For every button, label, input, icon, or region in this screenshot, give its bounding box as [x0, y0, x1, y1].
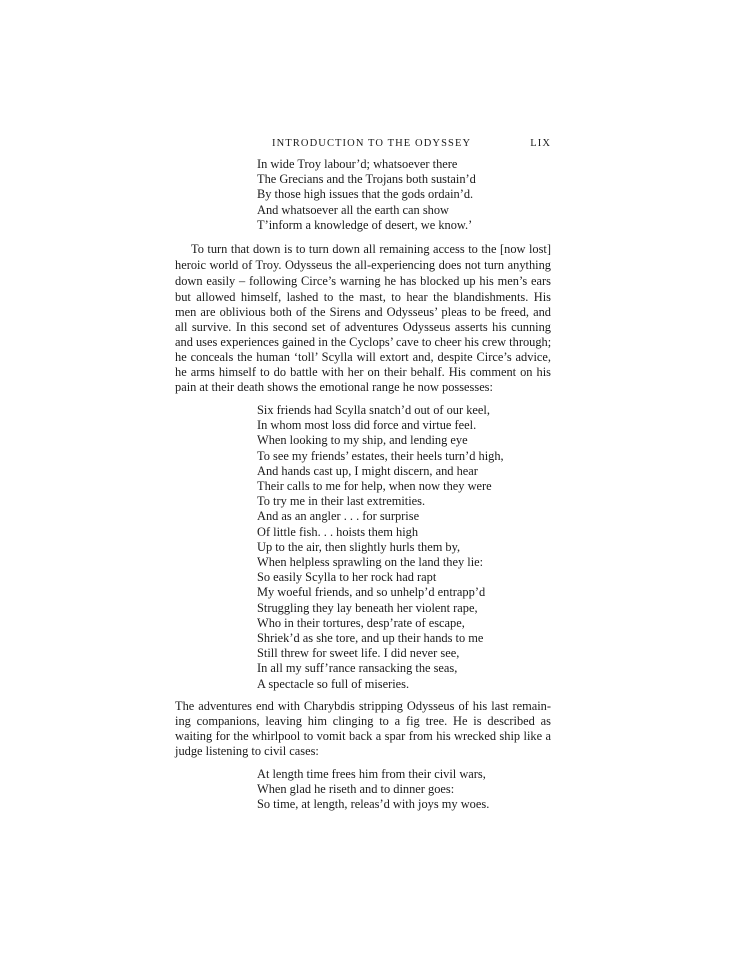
- page-number: LIX: [530, 138, 551, 149]
- paragraph-line: pain at their death shows the emotional range he now possesses:: [175, 380, 493, 394]
- paragraph-line: men are oblivious both of the Sirens and Odysseus’ pleas to be freed, and: [175, 305, 551, 319]
- verse-line: And as an angler . . . for surprise: [257, 509, 420, 524]
- verse-line: And whatsoever all the earth can show: [257, 202, 449, 217]
- verse-line: When glad he riseth and to dinner goes:: [257, 782, 455, 797]
- verse-line: In whom most loss did force and virtue feel.: [257, 418, 477, 433]
- verse-line: In all my suff’rance ransacking the seas,: [257, 661, 458, 676]
- paragraph-line: but allowed himself, lashed to the mast, to hear the blandishments. His: [175, 290, 551, 304]
- paragraph-line: all survive. In this second set of adventures Odysseus asserts his cunning: [175, 320, 551, 334]
- verse-line: To see my friends’ estates, their heels turn’d high,: [257, 448, 504, 463]
- paragraph-line: The adventures end with Charybdis stripping Odysseus of his last remain-: [175, 699, 551, 713]
- verse-line: T’inform a knowledge of desert, we know.’: [257, 217, 473, 232]
- verse-line: So time, at length, releas’d with joys my woes.: [257, 797, 490, 812]
- paragraph-line: and uses experiences gained in the Cyclops’ cave to cheer his crew through;: [175, 335, 552, 349]
- verse-line: Struggling they lay beneath her violent rape,: [257, 600, 478, 615]
- paragraph-line: heroic world of Troy. Odysseus the all-experiencing does not turn anything: [175, 258, 551, 272]
- paragraph-line: he conceals the human ‘toll’ Scylla will extort and, despite Circe’s advice,: [175, 350, 551, 364]
- paragraph-line: ing companions, leaving him clinging to a fig tree. He is described as: [175, 714, 551, 728]
- verse-line: So easily Scylla to her rock had rapt: [257, 570, 437, 585]
- paragraph-line: judge listening to civil cases:: [175, 744, 319, 758]
- verse-line: Six friends had Scylla snatch’d out of our keel,: [257, 403, 490, 417]
- verse-line: In wide Troy labour’d; whatsoever there: [257, 157, 458, 171]
- verse-line: At length time frees him from their civil wars,: [257, 767, 486, 781]
- verse-line: Shriek’d as she tore, and up their hands to me: [257, 631, 484, 646]
- verse-line: Still threw for sweet life. I did never see,: [257, 646, 460, 661]
- paragraph-line: down easily – following Circe’s warning he has blocked up his men’s ears: [175, 274, 551, 288]
- verse-line: When helpless sprawling on the land they lie:: [257, 555, 484, 570]
- verse-quotation-3: [257, 767, 489, 813]
- verse-line: A spectacle so full of miseries.: [257, 676, 410, 691]
- verse-line: Who in their tortures, desp’rate of escape,: [257, 615, 465, 630]
- verse-line: When looking to my ship, and lending eye: [257, 433, 468, 448]
- verse-line: Their calls to me for help, when now they were: [257, 479, 492, 494]
- paragraph-line: waiting for the whirlpool to vomit back a spar from his wrecked ship like a: [175, 729, 551, 743]
- verse-quotation-1: [257, 157, 476, 233]
- verse-line: Up to the air, then slightly hurls them by,: [257, 539, 461, 554]
- verse-line: Of little fish. . . hoists them high: [257, 524, 419, 539]
- verse-line: My woeful friends, and so unhelp’d entrapp’d: [257, 585, 486, 600]
- running-head: INTRODUCTION TO THE ODYSSEY: [272, 138, 472, 149]
- verse-line: And hands cast up, I might discern, and hear: [257, 463, 478, 478]
- verse-quotation-2: [257, 403, 504, 692]
- paragraph-line: he arms himself to do battle with her on their behalf. His comment on his: [175, 365, 551, 379]
- verse-line: The Grecians and the Trojans both sustain’d: [257, 172, 476, 187]
- paragraph-line: To turn that down is to turn down all remaining access to the [now lost]: [191, 242, 551, 256]
- page-header: [175, 138, 551, 154]
- verse-line: By those high issues that the gods ordain’d.: [257, 187, 474, 202]
- verse-line: To try me in their last extremities.: [257, 494, 426, 509]
